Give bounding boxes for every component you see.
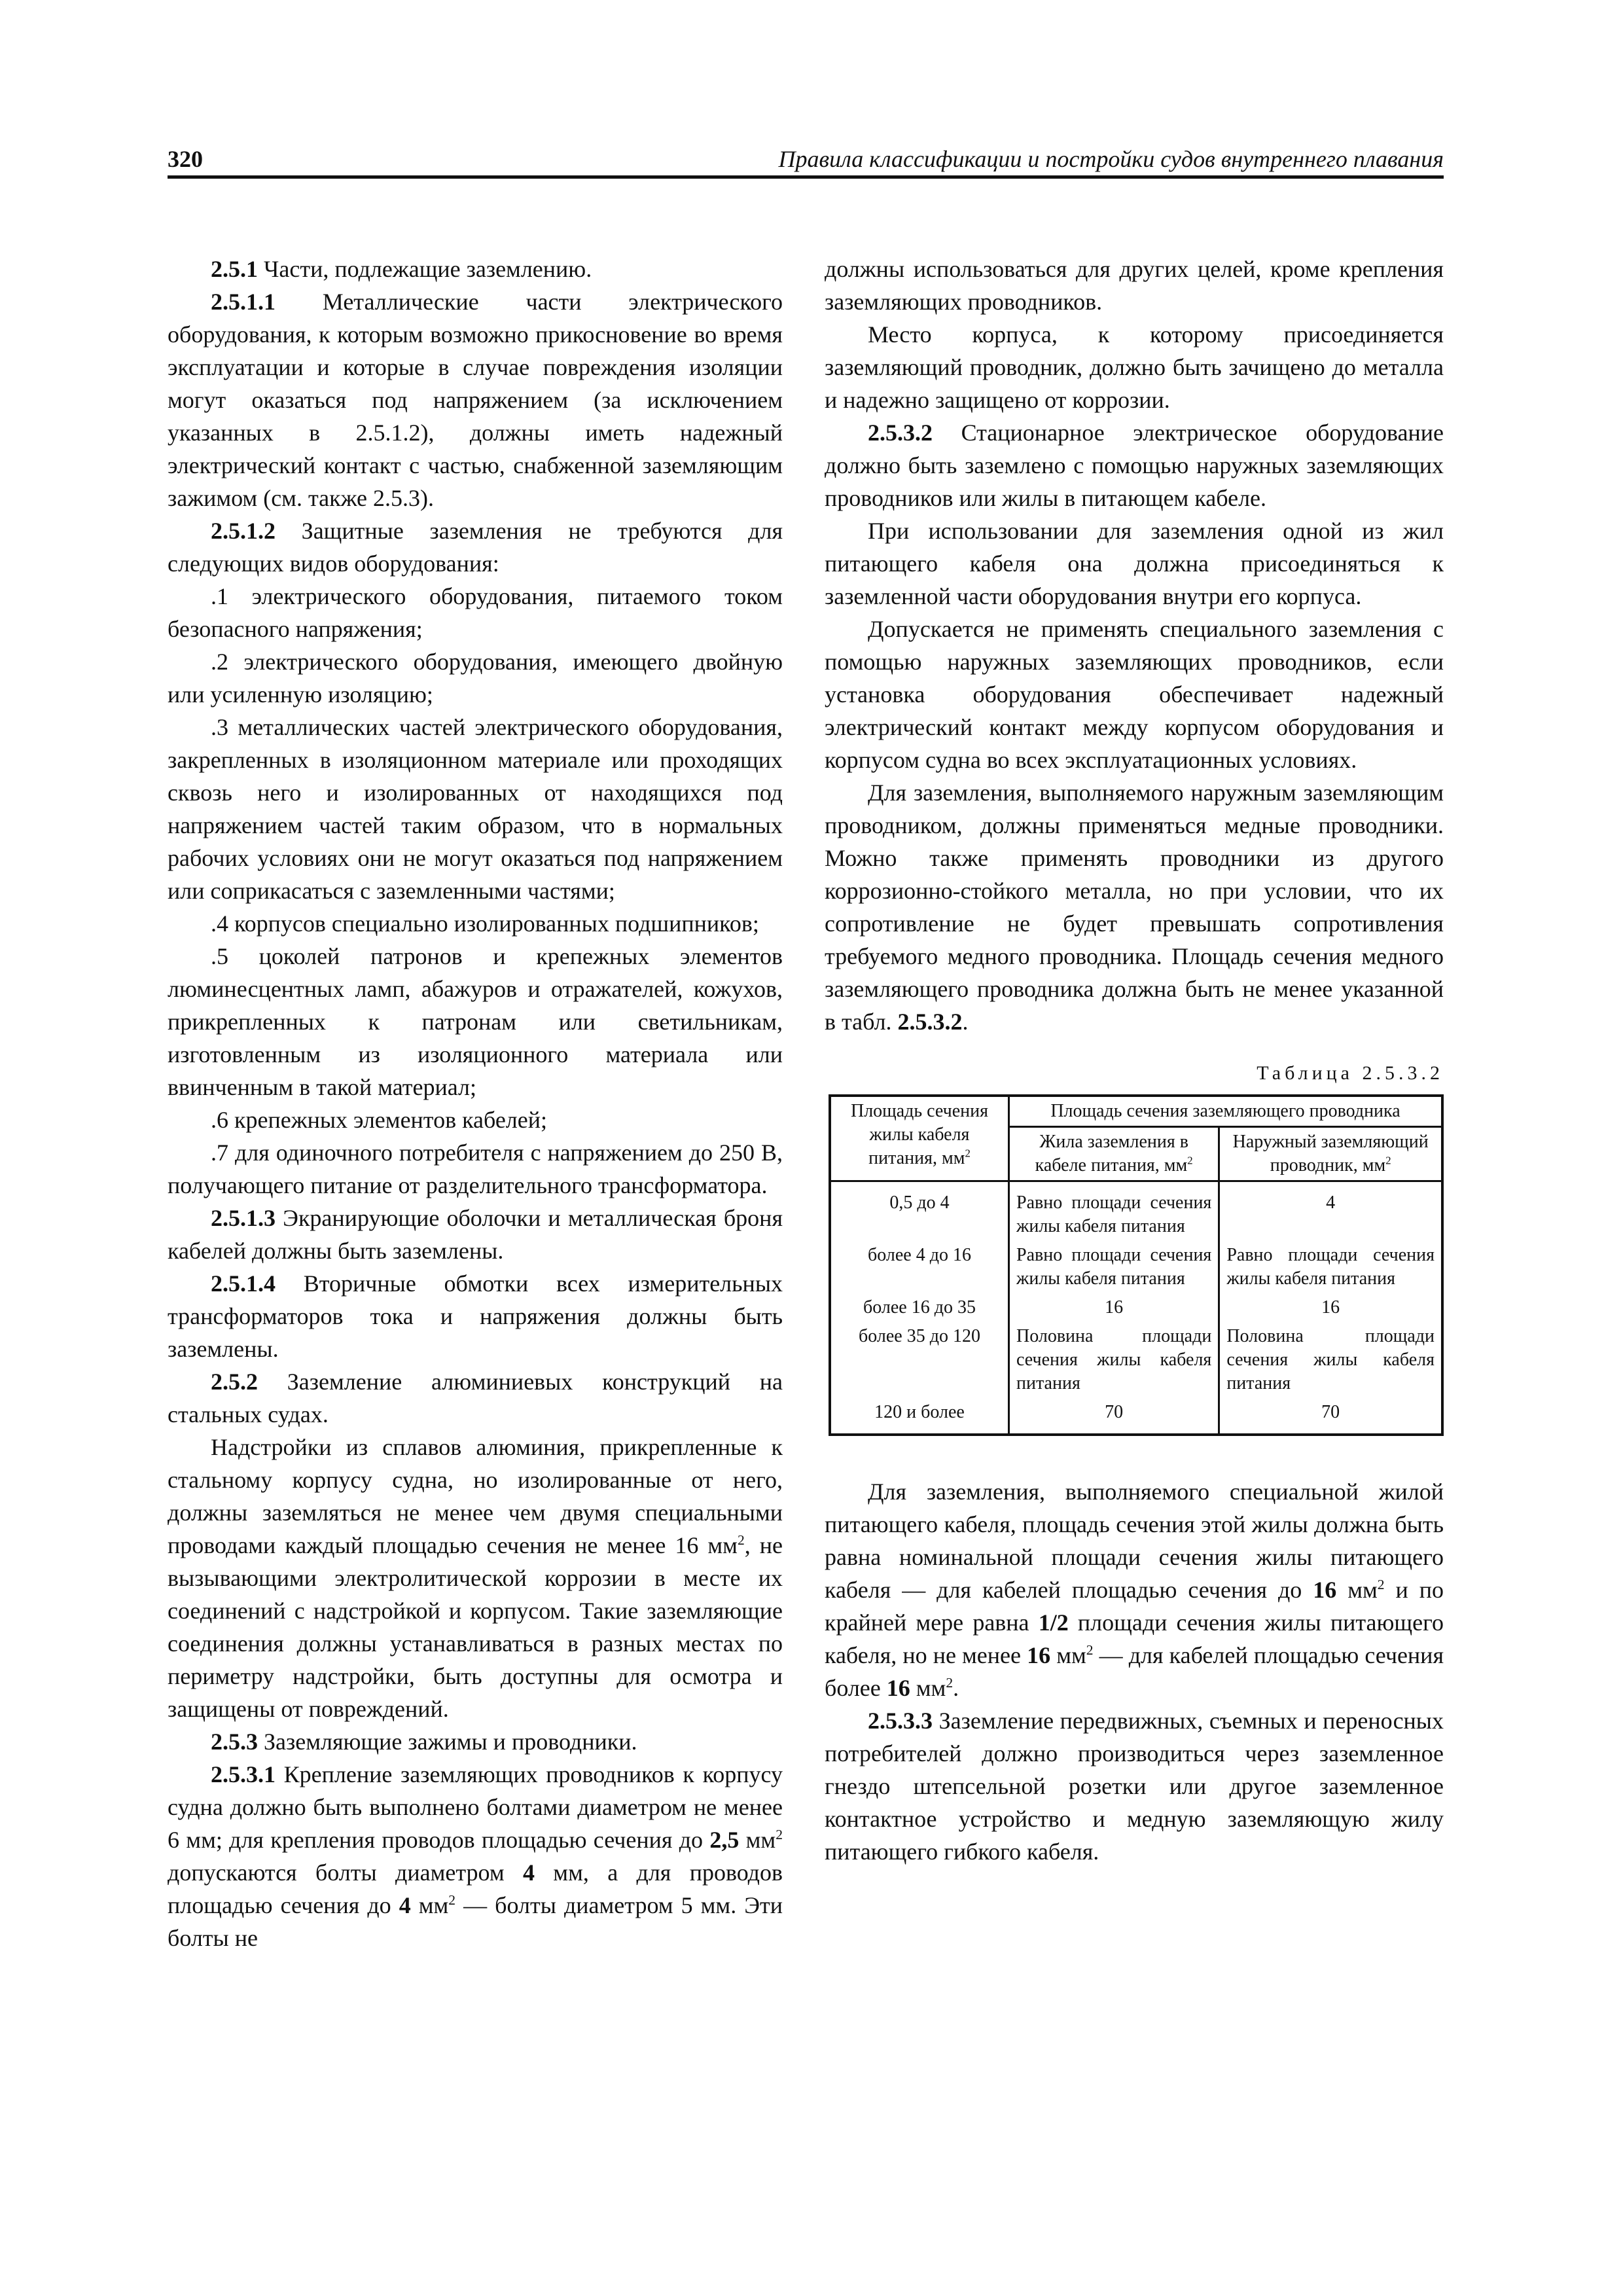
section-title: Части, подлежащие заземлению. — [264, 256, 592, 282]
clause-text: Защитные заземления не требуются для следующих видов оборудования: — [168, 518, 783, 577]
section-title: Заземляющие зажимы и проводники. — [264, 1729, 637, 1755]
table-cell: более 16 до 35 — [830, 1293, 1009, 1322]
paragraph: Место корпуса, к которому присоединяется заземляющий проводник, должно быть зачищено до металла и надежно защищено от коррозии. — [825, 321, 1444, 413]
table-caption: Таблица 2.5.3.2 — [1257, 1062, 1444, 1084]
paragraph-2-5-3-1: 2.5.3.1 Крепление заземляющих проводников к корпусу судна должно быть выполнено болтами диаметром не менее 6 мм; для крепления проводов площадью сечения до 2,5 $мм^2$ допускаются болты диаметром 4 мм, а для проводов площадью сечения до 4 $мм^2$ — болты диаметром 5 мм. Эти болты не — [168, 1761, 783, 1951]
section-number: 2.5.1 — [211, 256, 258, 282]
list-item: .6 крепежных элементов кабелей; — [211, 1107, 548, 1133]
section-number: 2.5.2 — [211, 1369, 258, 1395]
clause-text: Металлические части электрического оборудования, к которым возможно прикосновение во время эксплуатации и которые в случае повреждения изоляции могут оказаться под напряжением (за исключением указанных в 2.5.1.2), должны иметь надежный электрический контакт с частью, снабженной заземляющим зажимом (см. также 2.5.3). — [168, 289, 783, 511]
clause-number: 2.5.3.1 — [211, 1761, 276, 1787]
list-item: .2 электрического оборудования, имеющего двойную или усиленную изоляцию; — [168, 649, 783, 708]
section-number: 2.5.3 — [211, 1729, 258, 1755]
section-heading-2-5-1 — [168, 253, 783, 285]
clause-number: 2.5.1.4 — [211, 1270, 276, 1297]
table-cell: Равно площади сечения жилы кабеля питания — [1009, 1241, 1219, 1293]
table-cell: Равно площади сечения жилы кабеля питания — [1009, 1181, 1219, 1242]
clause-text: Стационарное электрическое оборудование должно быть заземлено с помощью наружных заземляющих проводников или жилы в питающем кабеле. — [825, 420, 1444, 511]
list-item: .3 металлических частей электрического оборудования, закрепленных в изоляционном материале или проходящих сквозь него и изолированных от находящихся под напряжением частей таким образом, что в нормальных рабочих условиях они не могут оказаться под напряжением или соприкасаться с заземленными частями; — [168, 714, 783, 904]
clause-number: 2.5.3.2 — [868, 420, 933, 446]
page-number: 320 — [168, 146, 203, 172]
list-item: .1 электрического оборудования, питаемого током безопасного напряжения; — [168, 583, 783, 642]
paragraph-special-core: Для заземления, выполняемого специальной жилой питающего кабеля, площадь сечения этой жилы должна быть равна номинальной площади сечения жилы питающего кабеля — для кабелей площадью сечения до 16 $мм^2$ и по крайней мере равна 1/2 площади сечения жилы питающего кабеля, но не менее 16 $мм^2$ — для кабелей площадью сечения более 16 $мм^2$. — [825, 1479, 1444, 1701]
left-column — [168, 253, 783, 1954]
paragraph: Допускается не применять специального заземления с помощью наружных заземляющих проводников, если установка оборудования обеспечивает надежный электрический контакт между корпусом оборудования и корпусом судна во всех эксплуатационных условиях. — [825, 616, 1444, 773]
clause-number: 2.5.1.2 — [211, 518, 276, 544]
paragraph-2-5-3-2 — [825, 416, 1444, 514]
paragraph-superstructure: Надстройки из сплавов алюминия, прикрепленные к стальному корпусу судна, но изолированные от него, должны заземляться не менее чем двумя специальными проводами каждый площадью сечения не менее 16 $мм^2$, не вызывающими электролитической коррозии в месте их соединений с надстройкой и корпусом. Такие заземляющие соединения должны устанавливаться в разных местах по периметру надстройки, быть доступны для осмотра и защищены от повреждений. — [168, 1434, 783, 1722]
table-cell: Половина площади сечения жилы кабеля питания — [1219, 1322, 1442, 1398]
grounding-table — [829, 1094, 1444, 1436]
table-cell: 70 — [1219, 1398, 1442, 1435]
table-cell: Половина площади сечения жилы кабеля питания — [1009, 1322, 1219, 1398]
table-header-core-in-cable: Жила заземления в кабеле питания, $мм^2$ — [1009, 1127, 1219, 1181]
table-row — [830, 1241, 1442, 1293]
clause-text: Вторичные обмотки всех измерительных трансформаторов тока и напряжения должны быть заземлены. — [168, 1270, 783, 1362]
paragraph-2-5-1-4 — [168, 1267, 783, 1365]
right-column — [825, 253, 1444, 1868]
clause-number: 2.5.3.3 — [868, 1708, 933, 1734]
table-header-grounding-section: Площадь сечения заземляющего проводника — [1009, 1096, 1443, 1127]
section-heading-2-5-3 — [168, 1725, 783, 1758]
header-rule — [168, 175, 1444, 179]
table-cell: более 35 до 120 — [830, 1322, 1009, 1398]
list-item: .7 для одиночного потребителя с напряжением до 250 В, получающего питание от разделительного трансформатора. — [168, 1139, 783, 1198]
table-cell: Равно площади сечения жилы кабеля питания — [1219, 1241, 1442, 1293]
table-cell: более 4 до 16 — [830, 1241, 1009, 1293]
section-title: Заземление алюминиевых конструкций на стальных судах. — [168, 1369, 783, 1427]
paragraph-copper-conductors: Для заземления, выполняемого наружным заземляющим проводником, должны применяться медные проводники. Можно также применять проводники из другого коррозионно-стойкого металла, но при условии, что их сопротивление не будет превышать сопротивления требуемого медного проводника. Площадь сечения медного заземляющего проводника должна быть не менее указанной в табл. 2.5.3.2. — [825, 780, 1444, 1035]
page-header — [168, 145, 1444, 178]
clause-number: 2.5.1.3 — [211, 1205, 276, 1231]
clause-number: 2.5.1.1 — [211, 289, 276, 315]
table-cell: 4 — [1219, 1181, 1442, 1242]
paragraph-continued: должны использоваться для других целей, кроме крепления заземляющих проводников. — [825, 256, 1444, 315]
table-row — [830, 1293, 1442, 1322]
table-header-external-conductor: Наружный заземляющий проводник, $мм^2$ — [1219, 1127, 1442, 1181]
table-row — [830, 1322, 1442, 1398]
table-cell: 16 — [1219, 1293, 1442, 1322]
paragraph-2-5-1-3 — [168, 1202, 783, 1267]
running-title: Правила классификации и постройки судов внутреннего плавания — [778, 146, 1444, 172]
table-row — [830, 1398, 1442, 1435]
list-item: .4 корпусов специально изолированных подшипников; — [211, 910, 759, 937]
paragraph: При использовании для заземления одной из жил питающего кабеля она должна присоединяться к заземленной части оборудования внутри его корпуса. — [825, 518, 1444, 609]
paragraph-2-5-1-2 — [168, 514, 783, 580]
clause-text: Экранирующие оболочки и металлическая броня кабелей должны быть заземлены. — [168, 1205, 783, 1264]
table-cell: 0,5 до 4 — [830, 1181, 1009, 1242]
table-cell: 16 — [1009, 1293, 1219, 1322]
table-cell: 70 — [1009, 1398, 1219, 1435]
paragraph-2-5-1-1 — [168, 285, 783, 514]
list-item: .5 цоколей патронов и крепежных элементов люминесцентных ламп, абажуров и отражателей, кожухов, прикрепленных к патронам или светильникам, изготовленным из изоляционного материала или ввинченным в такой материал; — [168, 943, 783, 1100]
clause-text: Заземление передвижных, съемных и переносных потребителей должно производиться через заземленное гнездо штепсельной розетки или другое заземленное контактное устройство и медную заземляющую жилу питающего гибкого кабеля. — [825, 1708, 1444, 1865]
table-header-cable-section: Площадь сечения жилы кабеля питания, $мм^2$ — [830, 1096, 1009, 1181]
table-row — [830, 1181, 1442, 1242]
table-cell: 120 и более — [830, 1398, 1009, 1435]
paragraph-2-5-3-3 — [825, 1704, 1444, 1868]
section-heading-2-5-2 — [168, 1365, 783, 1431]
